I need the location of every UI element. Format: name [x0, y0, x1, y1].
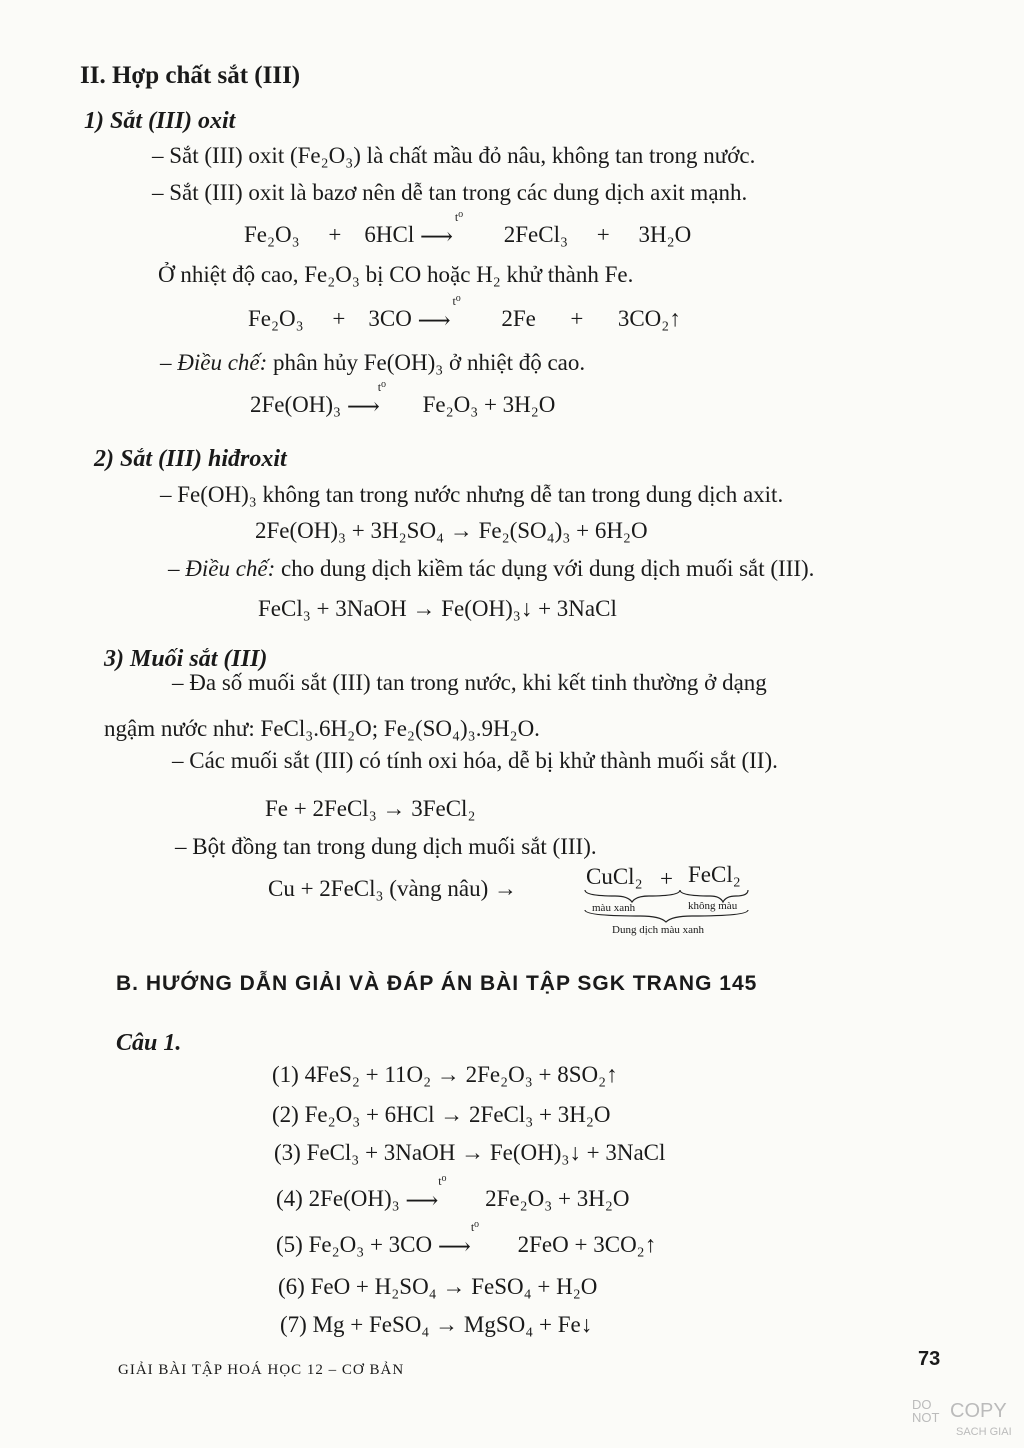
- text-line: – Sắt (III) oxit (Fe₂O₃) là chất mầu đỏ nâu, không tan trong nước.: [152, 143, 756, 168]
- eq-term: +: [332, 306, 346, 331]
- text-line: – Fe(OH)₃ không tan trong nước nhưng dễ tan trong dung dịch axit.: [160, 482, 784, 507]
- label-preparation: – Điều chế:: [168, 556, 276, 581]
- arrow-label: t⁰: [438, 1173, 447, 1188]
- wm-not: NOT: [912, 1410, 940, 1425]
- equation: [250, 379, 556, 420]
- eq-term: 3CO: [368, 306, 412, 331]
- eq-term: 2Fe₂O₃ + 3H₂O: [485, 1186, 630, 1211]
- arrow-heat: t⁰ ⟶: [438, 1234, 512, 1260]
- arrow-heat: t⁰ ⟶: [418, 308, 496, 334]
- arrow-label: t⁰: [454, 209, 464, 224]
- note-colorless: không màu: [688, 900, 738, 912]
- equation-1: (1) 4FeS₂ + 11O₂ → 2Fe₂O₃ + 8SO₂↑: [272, 1062, 618, 1087]
- eq-term: 2Fe: [501, 306, 536, 331]
- equation-5: [276, 1219, 657, 1260]
- equation-4: [276, 1173, 630, 1214]
- eq-term: +: [570, 306, 584, 331]
- eq-plus: +: [660, 866, 673, 891]
- eq-term: (5) Fe₂O₃ + 3CO: [276, 1232, 433, 1257]
- brace-product1: [585, 890, 680, 902]
- text-line: [160, 350, 585, 376]
- text-line: – Sắt (III) oxit là bazơ nên dễ tan trong các dung dịch axit mạnh.: [152, 180, 748, 205]
- note-blue-solution: Dung dịch màu xanh: [612, 924, 704, 936]
- eq-term: (4) 2Fe(OH)₃: [276, 1186, 400, 1211]
- arrow-heat: t⁰ ⟶: [347, 394, 417, 420]
- watermark-copy: COPY: [950, 1400, 1007, 1422]
- eq-product: CuCl₂: [586, 864, 643, 889]
- watermark-site: SACH GIAI: [956, 1426, 1012, 1438]
- subheading-oxide: 1) Sắt (III) oxit: [84, 108, 236, 134]
- eq-term: +: [328, 222, 342, 247]
- note-blue: màu xanh: [592, 902, 636, 914]
- arrow-label: t⁰: [452, 293, 461, 308]
- arrow-label: t⁰: [470, 1219, 479, 1234]
- label-preparation: – Điều chế:: [160, 350, 268, 375]
- equation-7: (7) Mg + FeSO₄ → MgSO₄ + Fe↓: [280, 1312, 593, 1337]
- text-line: – Bột đồng tan trong dung dịch muối sắt (III).: [175, 834, 597, 859]
- eq-term: 2Fe(OH)₃: [250, 392, 342, 417]
- arrow-heat: t⁰ ⟶: [405, 1188, 479, 1214]
- eq-product: FeCl₂: [688, 862, 741, 887]
- eq-term: Fe₂O₃: [248, 306, 304, 331]
- arrow-heat: t⁰ ⟶: [420, 224, 498, 250]
- equation: Cu + 2FeCl₃ (vàng nâu) →: [268, 876, 518, 901]
- equation: 2Fe(OH)₃ + 3H₂SO₄ → Fe₂(SO₄)₃ + 6H₂O: [255, 518, 648, 543]
- eq-term: Fe₂O₃: [244, 222, 300, 247]
- eq-term: +: [596, 222, 610, 247]
- wm-do: DO: [912, 1397, 932, 1412]
- text-span: cho dung dịch kiềm tác dụng với dung dịch muối sắt (III).: [275, 556, 815, 581]
- text-line: [168, 556, 814, 582]
- subheading-hydroxide: 2) Sắt (III) hiđroxit: [94, 446, 287, 472]
- eq-term: 3CO₂↑: [617, 306, 681, 331]
- equation: [248, 293, 681, 334]
- eq-term: 2FeO + 3CO₂↑: [517, 1232, 657, 1257]
- text-line: – Các muối sắt (III) có tính oxi hóa, dễ bị khử thành muối sắt (II).: [172, 748, 778, 773]
- watermark-logo: [912, 1398, 939, 1424]
- section-title: II. Hợp chất sắt (III): [80, 62, 301, 89]
- section-b-title: B. HƯỚNG DẪN GIẢI VÀ ĐÁP ÁN BÀI TẬP SGK TRANG 145: [116, 972, 758, 995]
- eq-term: 6HCl: [364, 222, 415, 247]
- text-span: phân hủy Fe(OH)₃ ở nhiệt độ cao.: [267, 350, 586, 375]
- equation: [244, 209, 692, 250]
- text-line: Ở nhiệt độ cao, Fe₂O₃ bị CO hoặc H₂ khử thành Fe.: [158, 262, 634, 287]
- question-label: Câu 1.: [116, 1030, 182, 1056]
- equation-2: (2) Fe₂O₃ + 6HCl → 2FeCl₃ + 3H₂O: [272, 1102, 611, 1127]
- subheading-salts: 3) Muối sắt (III): [104, 646, 268, 672]
- eq-term: 3H₂O: [638, 222, 692, 247]
- text-line: – Đa số muối sắt (III) tan trong nước, khi kết tinh thường ở dạng: [172, 670, 767, 695]
- footer-book-title: GIẢI BÀI TẬP HOÁ HỌC 12 – CƠ BẢN: [118, 1362, 405, 1378]
- text-line: ngậm nước như: FeCl₃.6H₂O; Fe₂(SO₄)₃.9H₂O.: [104, 716, 540, 741]
- equation-3: (3) FeCl₃ + 3NaOH → Fe(OH)₃↓ + 3NaCl: [274, 1140, 666, 1165]
- arrow-label: t⁰: [377, 379, 386, 394]
- equation: FeCl₃ + 3NaOH → Fe(OH)₃↓ + 3NaCl: [258, 596, 617, 621]
- equation-6: (6) FeO + H₂SO₄ → FeSO₄ + H₂O: [278, 1274, 598, 1299]
- equation: Fe + 2FeCl₃ → 3FeCl₂: [265, 796, 476, 821]
- eq-term: Fe₂O₃ + 3H₂O: [422, 392, 556, 417]
- page-number: 73: [918, 1348, 941, 1370]
- eq-term: 2FeCl₃: [503, 222, 568, 247]
